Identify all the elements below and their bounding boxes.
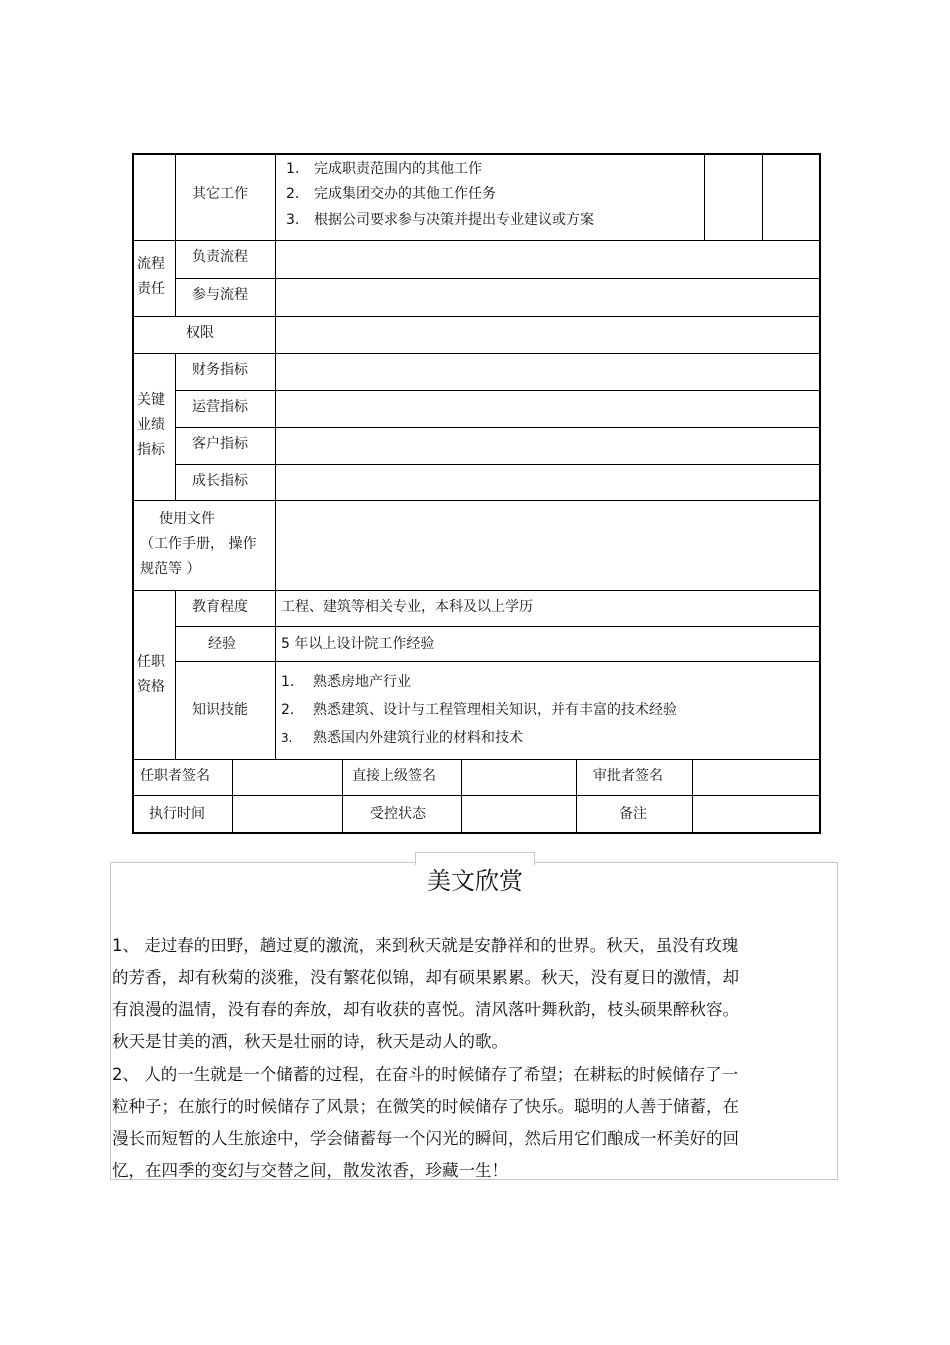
kpi-group-label: 关键 <box>137 392 165 408</box>
financial-kpi-label: 财务指标 <box>192 362 248 378</box>
skill-item <box>281 674 411 690</box>
item-number: 2. <box>281 702 295 718</box>
item-text: 熟悉建筑、设计与工程管理相关知识，并有丰富的技术经验 <box>313 702 677 718</box>
other-work-item <box>286 212 594 228</box>
education-value: 工程、建筑等相关专业，本科及以上学历 <box>281 599 533 615</box>
education-label: 教育程度 <box>192 599 248 615</box>
paragraph-line: 忆，在四季的变幻与交替之间，散发浓香，珍藏一生！ <box>112 1161 508 1180</box>
paragraph-line: 2、 人的一生就是一个储蓄的过程，在奋斗的时候储存了希望；在耕耘的时候储存了一 <box>112 1065 739 1084</box>
authority-label: 权限 <box>186 325 214 341</box>
item-number: 3. <box>286 212 300 228</box>
documents-label: 规范等 ） <box>140 561 201 577</box>
paragraph-line: 的芳香，却有秋菊的淡雅，没有繁花似锦，却有硕果累累。秋天，没有夏日的激情，却 <box>112 968 739 987</box>
qualification-group-label: 资格 <box>137 679 165 695</box>
paragraph-line: 秋天是甘美的酒，秋天是壮丽的诗，秋天是动人的歌。 <box>112 1032 508 1051</box>
other-work-item <box>286 186 496 202</box>
customer-kpi-label: 客户指标 <box>192 436 248 452</box>
paragraph-line: 1、 走过春的田野，趟过夏的激流，来到秋天就是安静祥和的世界。秋天，虽没有玫瑰 <box>112 936 739 955</box>
exec-time-label: 执行时间 <box>149 806 205 822</box>
participate-process-label: 参与流程 <box>192 287 248 303</box>
essay-title: 美文欣赏 <box>427 867 523 895</box>
documents-label: （工作手册， 操作 <box>140 536 257 552</box>
other-work-item <box>286 161 482 177</box>
experience-label: 经验 <box>208 636 236 652</box>
documents-label: 使用文件 <box>159 511 215 527</box>
incumbent-sign-label: 任职者签名 <box>140 768 210 784</box>
item-text: 完成职责范围内的其他工作 <box>314 161 482 177</box>
other-work-label: 其它工作 <box>192 186 248 202</box>
skills-label: 知识技能 <box>192 702 248 718</box>
item-number: 1. <box>286 161 300 177</box>
paragraph-line: 有浪漫的温情，没有春的奔放，却有收获的喜悦。清风落叶舞秋韵，枝头硕果醉秋容。 <box>112 1000 739 1019</box>
essay-box-tab <box>415 852 535 865</box>
approver-sign-label: 审批者签名 <box>593 768 663 784</box>
kpi-group-label: 指标 <box>137 442 165 458</box>
skill-item <box>281 730 523 746</box>
growth-kpi-label: 成长指标 <box>192 473 248 489</box>
item-text: 熟悉国内外建筑行业的材料和技术 <box>313 730 523 746</box>
item-number: 2. <box>286 186 300 202</box>
supervisor-sign-label: 直接上级签名 <box>352 768 436 784</box>
item-text: 完成集团交办的其他工作任务 <box>314 186 496 202</box>
item-number: 3. <box>281 731 293 745</box>
remarks-label: 备注 <box>619 806 647 822</box>
skill-item <box>281 702 677 718</box>
item-number: 1. <box>281 674 295 690</box>
item-text: 熟悉房地产行业 <box>313 674 411 690</box>
process-group-label: 责任 <box>137 281 165 297</box>
process-group-label: 流程 <box>137 256 165 272</box>
paragraph-line: 粒种子；在旅行的时候储存了风景；在微笑的时候储存了快乐。聪明的人善于储蓄，在 <box>112 1097 739 1116</box>
item-text: 根据公司要求参与决策并提出专业建议或方案 <box>314 212 594 228</box>
qualification-group-label: 任职 <box>137 654 165 670</box>
control-status-label: 受控状态 <box>370 806 426 822</box>
operation-kpi-label: 运营指标 <box>192 399 248 415</box>
responsible-process-label: 负责流程 <box>192 249 248 265</box>
kpi-group-label: 业绩 <box>137 417 165 433</box>
experience-value: 5 年以上设计院工作经验 <box>281 636 435 652</box>
paragraph-line: 漫长而短暂的人生旅途中，学会储蓄每一个闪光的瞬间，然后用它们酿成一杯美好的回 <box>112 1129 739 1148</box>
